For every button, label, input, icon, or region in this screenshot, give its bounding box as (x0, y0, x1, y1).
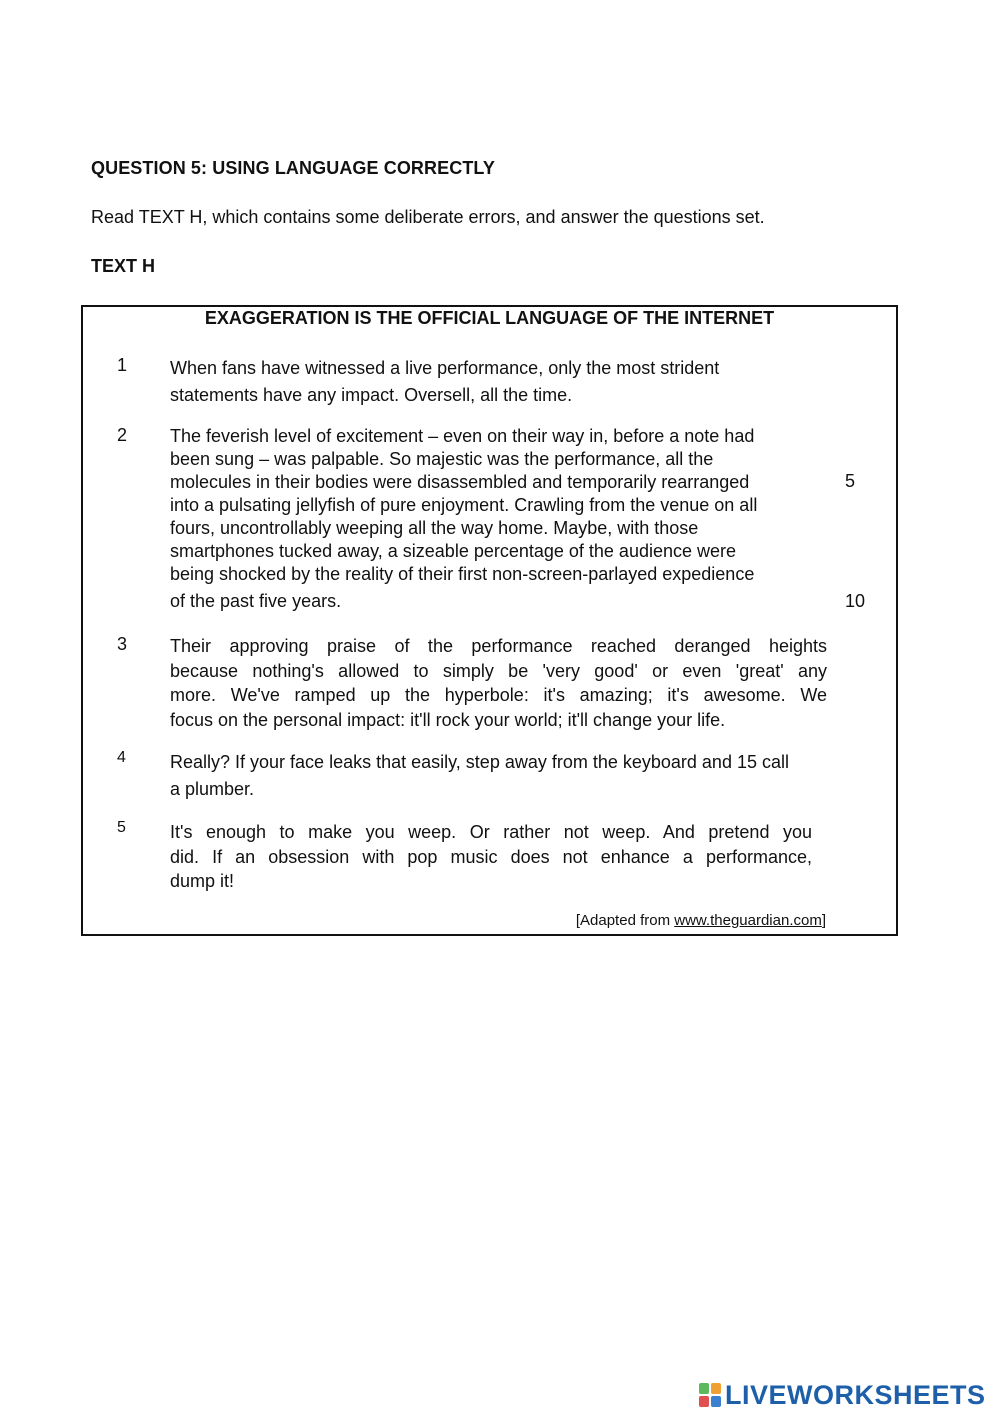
paragraph-3 (170, 634, 827, 732)
paragraph-4 (170, 749, 789, 803)
line-reference-5: 5 (845, 471, 856, 491)
paragraph-line: fours, uncontrollably weeping all the way home. Maybe, with those (170, 518, 699, 538)
source-citation (576, 912, 826, 929)
paragraph-line: been sung – was palpable. So majestic was the performance, all the (170, 449, 714, 469)
paragraph-line: more. We've ramped up the hyperbole: it's amazing; it's awesome. We (170, 685, 827, 705)
paragraph-line: into a pulsating jellyfish of pure enjoyment. Crawling from the venue on all (170, 495, 758, 515)
paragraph-number: 4 (117, 749, 126, 766)
paragraph-line: It's enough to make you weep. Or rather not weep. And pretend you (170, 822, 812, 842)
paragraph-line: The feverish level of excitement – even on their way in, before a note had (170, 426, 755, 446)
paragraph-line: focus on the personal impact: it'll rock your world; it'll change your life. (170, 709, 726, 730)
paragraph-5 (170, 820, 812, 894)
paragraph-line: smartphones tucked away, a sizeable percentage of the audience were (170, 541, 737, 561)
liveworksheets-logo[interactable] (699, 1378, 986, 1412)
paragraph-line: statements have any impact. Oversell, all the time. (170, 385, 573, 405)
paragraph-line: of the past five years. (170, 591, 342, 611)
paragraph-1 (170, 355, 719, 409)
logo-text: LIVEWORKSHEETS (725, 1379, 986, 1410)
paragraph-line: did. If an obsession with pop music does not enhance a performance, (170, 846, 812, 867)
article-title: EXAGGERATION IS THE OFFICIAL LANGUAGE OF THE INTERNET (204, 308, 775, 328)
text-label: TEXT H (91, 256, 156, 276)
paragraph-line: molecules in their bodies were disassembled and temporarily rearranged (170, 472, 750, 492)
paragraph-number: 2 (117, 425, 128, 445)
paragraph-number: 3 (117, 634, 128, 654)
source-suffix: ] (821, 912, 826, 929)
paragraph-number: 5 (117, 819, 126, 836)
source-link[interactable]: www.theguardian.com (674, 912, 822, 929)
article-box (81, 305, 898, 936)
paragraph-2 (170, 425, 757, 613)
paragraph-line: Really? If your face leaks that easily, step away from the keyboard and 15 call (170, 752, 789, 772)
source-prefix: [Adapted from (575, 912, 675, 929)
paragraph-line: because nothing's allowed to simply be 'very good' or even 'great' any (170, 660, 827, 681)
question-heading: QUESTION 5: USING LANGUAGE CORRECTLY (91, 158, 495, 178)
paragraph-line: dump it! (170, 871, 235, 891)
paragraph-line: Their approving praise of the performance reached deranged heights (170, 636, 827, 656)
logo-badge-icon (699, 1383, 721, 1407)
paragraph-number: 1 (117, 355, 128, 375)
line-reference-10: 10 (845, 591, 866, 611)
paragraph-line: being shocked by the reality of their first non-screen-parlayed expedience (170, 564, 755, 584)
paragraph-line: When fans have witnessed a live performance, only the most strident (170, 358, 720, 378)
instruction-text: Read TEXT H, which contains some deliberate errors, and answer the questions set. (91, 207, 765, 227)
paragraph-line: a plumber. (170, 779, 255, 799)
